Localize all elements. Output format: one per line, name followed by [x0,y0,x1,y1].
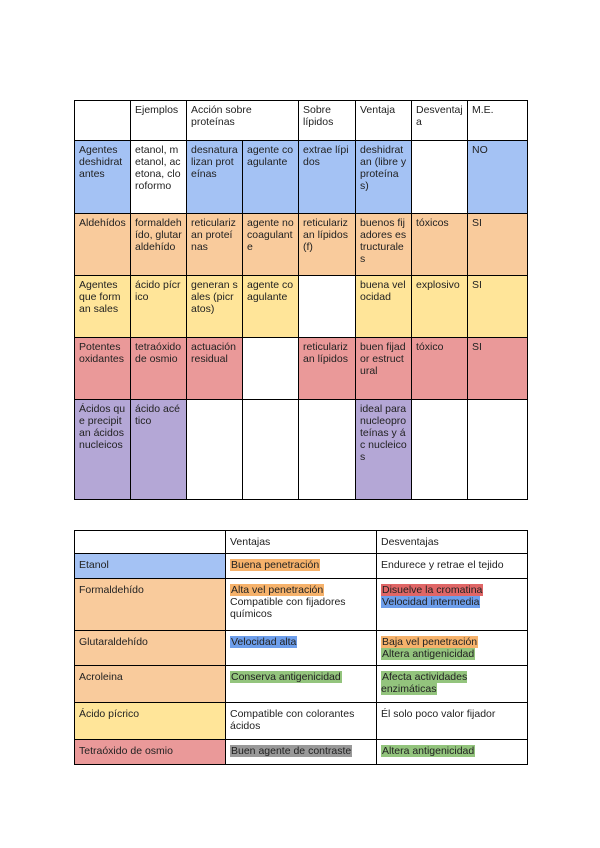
disadvantage-item: Velocidad intermedia [382,596,480,608]
advantage-cell: ideal para nucleoproteínas y ác nucleicos [356,400,412,500]
disadvantages-cell [377,666,528,703]
me-cell [468,400,528,500]
table-row [75,276,528,338]
disadvantage-item: Altera antigenicidad [382,648,475,660]
disadvantage-item: Altera antigenicidad [382,745,475,757]
fixative-name: Formaldehído [75,579,226,631]
advantages-cell [226,703,377,740]
table-header-row [75,531,528,554]
disadvantages-cell [377,703,528,740]
disadvantage-item: Él solo poco valor fijador [381,708,496,720]
advantages-cell [226,631,377,666]
fixative-name: Acroleina [75,666,226,703]
protein-action-cell: desnaturalizan proteínas [187,141,243,214]
fixative-name: Etanol [75,554,226,579]
disadvantage-cell [412,400,468,500]
advantages-cell [226,579,377,631]
protein-action-cell: actuación residual [187,338,243,400]
disadvantage-item: Afecta actividades enzimáticas [381,671,468,695]
advantage-cell: buenos fijadores estructurales [356,214,412,276]
agent-cell: Agentes que forman sales [75,276,131,338]
disadvantages-cell [377,631,528,666]
disadvantage-cell: tóxicos [412,214,468,276]
protein-action-cell: agente coagulante [243,141,299,214]
protein-action-cell [243,338,299,400]
table-row [75,338,528,400]
table-header-row [75,101,528,141]
fixative-name: Tetraóxido de osmio [75,740,226,765]
header-cell: Ejemplos [131,101,187,141]
header-cell: Acción sobre proteínas [187,101,299,141]
examples-cell: etanol, metanol, acetona, cloroformo [131,141,187,214]
advantage-item: Alta vel penetración [231,584,324,596]
header-cell: Desventajas [377,531,528,554]
table-row [75,666,528,703]
disadvantages-cell [377,579,528,631]
table-row [75,554,528,579]
me-cell: SI [468,338,528,400]
disadvantage-item: Baja vel penetración [382,636,478,648]
lipids-cell [299,400,356,500]
header-cell [75,101,131,141]
advantage-item: Velocidad alta [231,636,297,648]
table-row [75,631,528,666]
advantage-cell: deshidratan (libre y proteínas) [356,141,412,214]
table-row [75,214,528,276]
advantages-cell [226,740,377,765]
header-cell: Ventajas [226,531,377,554]
advantage-item: Buen agente de contraste [231,745,352,757]
table-row [75,141,528,214]
disadvantage-cell: explosivo [412,276,468,338]
agent-cell: Agentes deshidratantes [75,141,131,214]
protein-action-cell [187,400,243,500]
examples-cell: tetraóxido de osmio [131,338,187,400]
fixative-name: Ácido pícrico [75,703,226,740]
examples-cell: ácido pícrico [131,276,187,338]
advantages-cell [226,666,377,703]
header-cell: Sobre lípidos [299,101,356,141]
disadvantage-item: Disuelve la cromatina [382,584,483,596]
pros-cons-table [74,530,528,765]
disadvantage-cell: tóxico [412,338,468,400]
header-cell [75,531,226,554]
agent-cell: Potentes oxidantes [75,338,131,400]
me-cell: NO [468,141,528,214]
disadvantage-cell [412,141,468,214]
advantage-cell: buen fijador estructural [356,338,412,400]
me-cell: SI [468,276,528,338]
header-cell: M.E. [468,101,528,141]
examples-cell: ácido acético [131,400,187,500]
fixatives-table [74,100,528,500]
advantage-cell: buena velocidad [356,276,412,338]
advantage-item: Conserva antigenicidad [231,671,341,683]
table-row [75,703,528,740]
lipids-cell: reticularizan lípidos [299,338,356,400]
advantage-item: Buena penetración [231,559,320,571]
protein-action-cell [243,400,299,500]
header-cell: Desventaja [412,101,468,141]
table-row [75,579,528,631]
disadvantages-cell [377,554,528,579]
disadvantages-cell [377,740,528,765]
table-row [75,400,528,500]
agent-cell: Ácidos que precipitan ácidos nucleicos [75,400,131,500]
protein-action-cell: agente coagulante [243,276,299,338]
disadvantage-item: Endurece y retrae el tejido [381,559,504,571]
advantages-cell [226,554,377,579]
advantage-item: Compatible con fijadores químicos [230,596,346,620]
protein-action-cell: agente no coagulante [243,214,299,276]
table-row [75,740,528,765]
examples-cell: formaldehído, glutaraldehído [131,214,187,276]
advantage-item: Compatible con colorantes ácidos [230,708,355,732]
lipids-cell [299,276,356,338]
agent-cell: Aldehídos [75,214,131,276]
protein-action-cell: reticularizan proteínas [187,214,243,276]
fixative-name: Glutaraldehído [75,631,226,666]
lipids-cell: reticularizan lípidos (f) [299,214,356,276]
lipids-cell: extrae lípidos [299,141,356,214]
header-cell: Ventaja [356,101,412,141]
protein-action-cell: generan sales (picratos) [187,276,243,338]
me-cell: SI [468,214,528,276]
